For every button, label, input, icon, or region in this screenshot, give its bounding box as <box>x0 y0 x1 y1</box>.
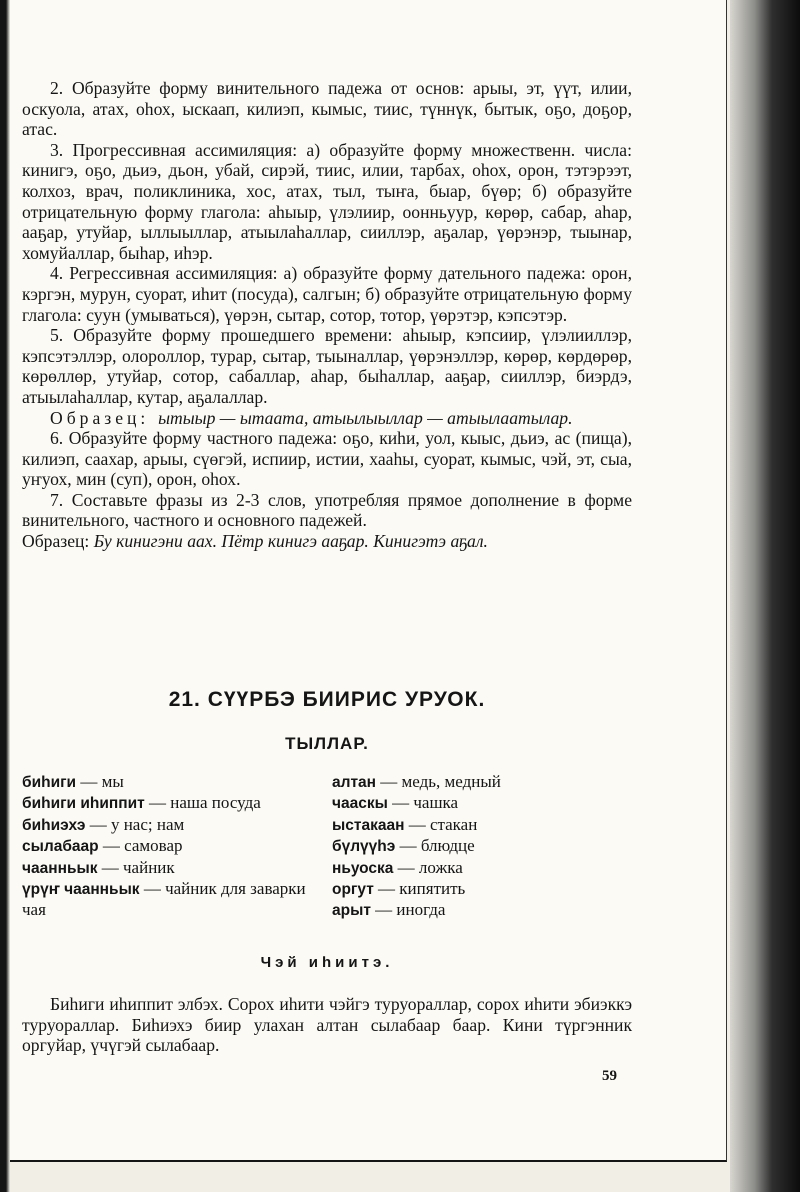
vocab-entry <box>22 879 312 921</box>
vocab-dash: — <box>397 857 415 877</box>
vocab-dash: — <box>149 793 167 813</box>
sample-1-label: Образец: <box>50 407 150 428</box>
vocab-dash: — <box>375 900 393 920</box>
exercises-block <box>22 78 632 552</box>
vocab-entry <box>332 772 632 793</box>
lesson-title: 21. СҮҮРБЭ БИИРИС УРУОК. <box>168 688 486 711</box>
vocab-meaning: у нас; нам <box>110 814 185 834</box>
vocab-word: биһиги <box>22 774 77 791</box>
vocab-word: арыт <box>332 902 371 920</box>
exercise-7: 7. Составьте фразы из 2-3 слов, употребляя прямое дополнение в форме винительного, частного и основного падежей. <box>22 489 632 531</box>
vocab-meaning: наша посуда <box>170 793 261 813</box>
page-number: 59 <box>602 1068 617 1084</box>
vocab-meaning: мы <box>101 772 124 791</box>
vocab-meaning: чайник для заварки чая <box>22 879 306 920</box>
vocab-entry <box>22 815 312 836</box>
scan-edge <box>730 0 800 1192</box>
reading-title: Чэй иһиитэ. <box>260 954 394 971</box>
vocab-meaning: ложка <box>418 857 463 877</box>
vocab-word: сылабаар <box>22 838 99 856</box>
exercise-3: 3. Прогрессивная ассимиляция: а) образуйте форму множественн. числа: кинигэ, оҕо, дьиэ, дьон, убай, сирэй, тиис, илии, тарбах, оһох, орон, тэтэрээт, колхоз, врач, поликлиника, хос, атах, тыл, тыҥа, быар, бүөр; б) образуйте отрицательную форму глагола: аһыыр, үлэлиир, оонньуур, көрөр, сабар, аһар, ааҕар, утуйар, ыллыыллар, атыылаһаллар, сииллэр, аҕалар, үөрэнэр, тыынар, хомуйаллар, быһар, иһэр. <box>22 139 632 263</box>
vocab-word: биһиги иһиппит <box>22 795 145 813</box>
vocab-meaning: медь, медный <box>401 772 501 791</box>
vocab-dash: — <box>392 793 410 813</box>
vocab-entry <box>22 793 312 814</box>
sample-1-text: ытыыр — ытаата, атыылыыллар — атыылаатылар. <box>158 407 573 428</box>
vocab-word: ньуоска <box>332 859 394 877</box>
vocab-word: ыстакаан <box>332 816 405 834</box>
vocab-dash: — <box>102 836 120 856</box>
vocab-entry <box>332 793 632 814</box>
vocab-entry <box>332 836 632 857</box>
vocab-meaning: иногда <box>396 900 446 920</box>
vocab-entry <box>22 858 312 879</box>
vocab-dash: — <box>408 814 426 834</box>
vocab-entry <box>332 858 632 879</box>
vocab-entry <box>332 900 632 921</box>
vocab-dash: — <box>399 836 417 856</box>
vocab-dash: — <box>143 879 161 899</box>
vocabulary-left-column <box>22 772 312 921</box>
vocab-dash: — <box>80 772 98 791</box>
vocab-word: үрүҥ чаанньык <box>22 881 140 899</box>
vocab-word: алтан <box>332 774 377 791</box>
vocab-meaning: чайник <box>123 857 175 877</box>
sample-2-label: Образец: <box>22 531 90 552</box>
exercise-2: 2. Образуйте форму винительного падежа от основ: арыы, эт, үүт, илии, оскуола, атах, оһох, ыскаап, килиэп, кымыс, тиис, түннүк, бытык, оҕо, доҕор, атас. <box>22 78 632 140</box>
vocab-dash: — <box>380 772 398 791</box>
vocab-word: чааскы <box>332 795 388 813</box>
vocab-meaning: стакан <box>429 814 478 834</box>
vocab-meaning: чашка <box>413 793 459 813</box>
vocab-word: бүлүүһэ <box>332 838 396 856</box>
vocab-word: оргут <box>332 881 374 899</box>
vocab-dash: — <box>89 814 107 834</box>
sample-2-text: Бу кинигэни аах. Пётр кинигэ ааҕар. Кинигэтэ аҕал. <box>93 531 488 552</box>
vocabulary-right-column <box>332 772 632 922</box>
vocab-entry <box>332 879 632 900</box>
reading-block <box>22 994 632 1056</box>
vocab-meaning: кипятить <box>399 879 466 899</box>
vocab-dash: — <box>378 879 396 899</box>
reading-paragraph: Биһиги иһиппит элбэх. Сорох иһити чэйгэ туруораллар, сорох иһити эбиэккэ туруораллар. Биһиэхэ биир улахан алтан сылабаар баар. Кини түргэнник оргуйар, үчүгэй сылабаар. <box>22 994 632 1056</box>
vocab-word: чаанньык <box>22 859 98 877</box>
page-binding-shadow <box>0 0 10 1192</box>
vocabulary-title: ТЫЛЛАР. <box>285 734 369 753</box>
sample-1 <box>22 408 632 429</box>
vocab-meaning: блюдце <box>420 836 475 856</box>
book-page <box>10 0 727 1162</box>
exercise-6: 6. Образуйте форму частного падежа: оҕо, киһи, уол, кыыс, дьиэ, ас (пища), килиэп, саахар, арыы, сүөгэй, испиир, истии, хааһы, суорат, кымыс, чэй, эт, сыа, уҥуох, мин (суп), орон, оһох. <box>22 428 632 490</box>
sample-2 <box>22 531 632 552</box>
vocab-dash: — <box>101 857 119 877</box>
exercise-5: 5. Образуйте форму прошедшего времени: аһыыр, кэпсиир, үлэлииллэр, кэпсэтэллэр, олороллор, турар, сытар, тыыналлар, үөрэнэллэр, көрөр, көрдөрөр, көрөллөр, утуйар, сотор, сабаллар, аһар, быһаллар, ааҕар, сииллэр, биэрдэ, атыылаһаллар, кутар, аҕалаллар. <box>22 325 632 407</box>
vocab-meaning: самовар <box>124 836 183 856</box>
vocab-word: биһиэхэ <box>22 816 86 834</box>
vocab-entry <box>332 815 632 836</box>
exercise-4: 4. Регрессивная ассимиляция: а) образуйте форму дательного падежа: орон, кэргэн, мурун, суорат, иһит (посуда), салгын; б) образуйте отрицательную форму глагола: суун (умываться), үөрэн, сытар, сотор, тотор, үөрэтэр, кэпсэтэр. <box>22 263 632 325</box>
vocab-entry <box>22 772 312 793</box>
vocab-entry <box>22 836 312 857</box>
